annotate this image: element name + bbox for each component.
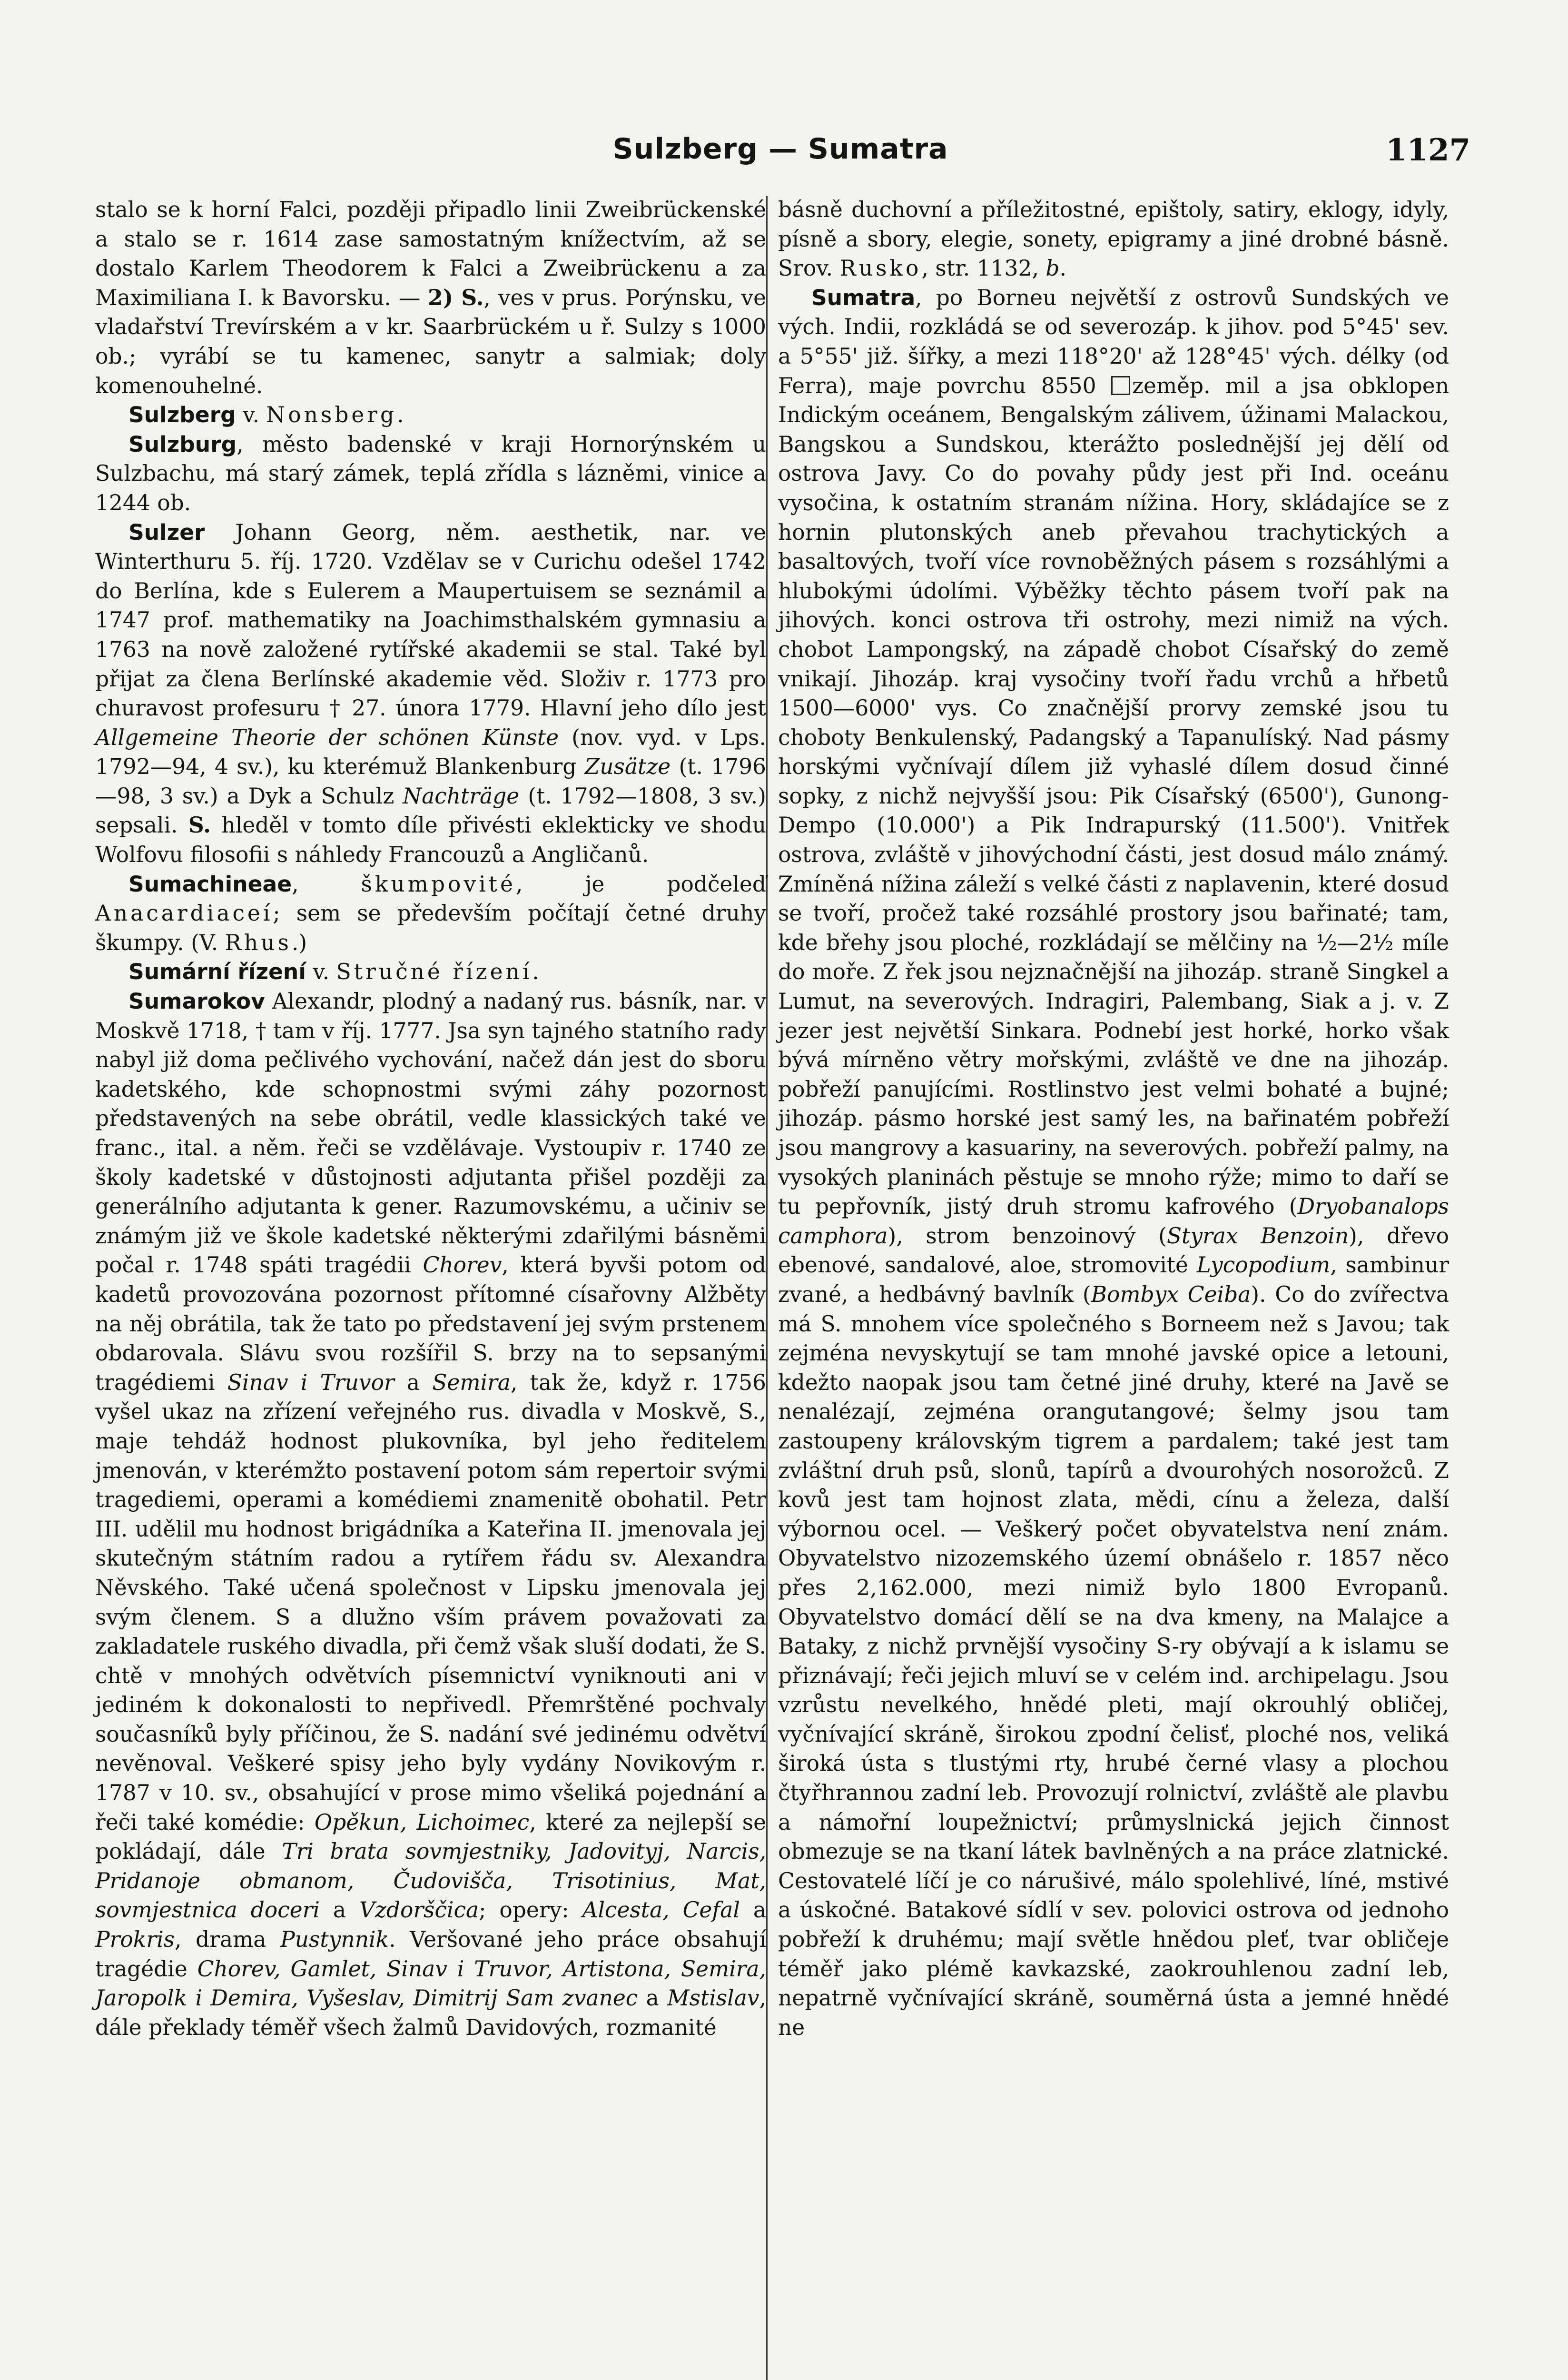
text: a (319, 1897, 359, 1923)
entry-continuation (778, 195, 1449, 283)
entry-sulzer (95, 518, 766, 870)
text: . (1059, 256, 1067, 281)
square-mile-symbol-icon (1111, 376, 1130, 395)
text: , ves v prus. Porýnsku, ve vladařství Trevírském a v kr. Saarbrückém u ř. Sulzy s 1000 ob.; vyrábí se tu kamenec, sanytr a salmiak; doly komenouhelné. (95, 285, 767, 398)
entry-sulzberg (95, 400, 766, 430)
headword: Sumatra (811, 285, 916, 310)
headword: Sulzer (128, 519, 205, 545)
text: , tak že, když r. 1756 vyšel ukaz na zřízení veřejného rus. divadla v Moskvě, S., maje tehdáž hodnost plukovníka, byl jeho ředitelem jmenován, v kterémžto postavení potom sám repertoir svými tragediemi, operami a komédiemi znamenitě obohatil. Petr III. udělil mu hodnost brigádníka a Kateřina II. jmenovala jej skutečným státním radou a rytířem řádu sv. Alexandra Něvského. Také učená společnost v Lipsku jmenovala jej svým členem. S a dlužno vším právem považovati za zakladatele ruského divadla, při čemž však sluší dodati, že S. chtě v mnohých odvětvích písemnictví vyniknouti ani v jediném k dokonalosti to nepřivedl. Přemrštěné pochvaly současníků byly příčinou, že S. nadání své jedinému odvětví nevěnoval. Veškeré spisy jeho byly vydány Novikovým r. 1787 v 10. sv., obsahující v prose mimo všeliká pojednání a řeči také komédie: (95, 1369, 766, 1835)
work-title: Semira (432, 1369, 511, 1395)
text: ). Co do zvířectva má S. mnohem více společného s Borneem než s Javou; tak zejména nevyskytují se tam mnohé javské opice a letouni, kdežto naopak jsou tam četné jiné druhy, které na Javě se nenalézají, zejména orangutangové; šelmy jsou tam zastoupeny královským tigrem a pardalem; také jest tam zvláštní druh psů, slonů, tapírů a dvourohých nosorožců. Z kovů jest tam hojnost zlata, mědi, cínu a železa, další výbornou ocel. — Veškerý počet obyvatelstva není znám. Obyvatelstvo nizozemského území obnášelo r. 1857 něco přes 2,162.000, mezi nimiž bylo 1800 Evropanů. Obyvatelstvo domácí dělí se na dva kmeny, na Malajce a Bataky, z nichž prvnější vysočiny S-ry obývají a k islamu se přiznávají; řeči jejich mluví se v celém ind. archipelagu. Jsou vzrůstu nevelkého, hnědé pleti, mají okrouhlý obličej, vyčnívající skráně, širokou zpodní čelisť, ploché nos, veliká široká ústa s tlustými rty, hrubé černé vlasy a plochou čtyřhrannou zadní leb. Provozují rolnictví, zvláště ale plavbu a námořní loupežnictví; průmyslnická jejich činnost obmezuje se na tkaní látek bavlněných a na práce zlatnické. Cestovatelé líčí je co nárušivé, málo spolehlivé, líné, mstivé a úskočné. Batakové sídlí v sev. polovici ostrova od jednoho pobřeží k druhému; mají světle hnědou pleť, tvar obličeje téměř jako plémě kavkazské, zaokrouhlenou zadní leb, nepatrně vyčnívající skráně, souměrná ústa a jemné hnědé ne (778, 1281, 1449, 2040)
text: v. (306, 959, 336, 985)
text: (t. 1796—98, 3 sv.) a Dyk a Schulz (95, 754, 766, 809)
species-name: Lycopodium (1196, 1252, 1331, 1278)
cross-reference: Rusko (839, 256, 922, 281)
text: Alexandr, plodný a nadaný rus. básník, nar. v Moskvě 1718, † tam v říj. 1777. Jsa syn tajného statního rady nabyl již doma pečlivého vychování, načež dán jest do sboru kadetského, kde schopnostmi svými záhy pozornost představených na sebe obrátil, vedle klassických také ve franc., ital. a něm. řeči se vzdělávaje. Vystoupiv r. 1740 ze školy kadetské v důstojnosti adjutanta přišel později za generálního adjutanta k gener. Razumovskému, a učiniv se známým již ve škole kadetské některými zdařilými básněmi počal r. 1748 spáti tragédii (95, 989, 766, 1278)
text: hleděl v tomto díle přivésti eklekticky ve shodu Wolfovu filosofii s náhledy Francouzů a Angličanů. (95, 813, 766, 868)
work-title: Nachträge (403, 783, 520, 809)
text: ), dřevo ebenové, sandalové, aloe, stromovité (778, 1223, 1449, 1278)
text: , sambinur zvané, a hedbávný bavlník ( (778, 1252, 1449, 1307)
entry-sumachineae: Sumachineae, škumpovité, je podčeleď Anacardiaceí; sem se především počítají četné druhy škumpy. (V. Rhus.) (95, 871, 766, 955)
spaced-term: Anacardiaceí (95, 901, 273, 926)
text: , které za nejlepší se pokládají, dále (95, 1809, 766, 1864)
text: , město badenské v kraji Hornorýnském u Sulzbachu, má starý zámek, teplá zřídla s lázněmi, vinice a 1244 ob. (95, 431, 766, 516)
species-name: Bombyx Ceiba (1091, 1281, 1251, 1307)
text: zeměp. mil a jsa obklopen Indickým oceánem, Bengalským zálivem, úžinami Malackou, Bangskou a Sundskou, kterážto poslednější jej dělí od ostrova Javy. Co do povahy půdy jest při Ind. oceánu vysočina, k ostatním stranám nížina. Hory, skládajíce se z hornin plutonských aneb převahou trachytických a basaltových, tvoří více rovnoběžných pásem s rozsáhlými a hlubokými údolími. Výběžky těchto pásem tvoří pak na jihových. konci ostrova tři ostrohy, mezi nimiž na vých. chobot Lampongský, na západě chobot Císařský do země vnikají. Jihozáp. kraj vysočiny tvoří řadu vrchů a hřbetů 1500—6000' vys. Co značnější prorvy zemské jsou tu choboty Benkulenský, Padangský a Tapanulíský. Nad pásmy horskými vyčnívají dílem již vyhaslé dílem dosud činné sopky, z nichž nejvyšší jsou: Pik Císařský (6500'), Gunong-Dempo (10.000') a Pik Indrapurský (11.500'). Vnitřek ostrova, zvláště v jihovýchodní části, jest dosud málo známý. Zmíněná nížina záleží s velké části z naplavenin, které dosud se tvoří, pročež také rozsáhlé prostory jsou bařinaté; tam, kde břehy jsou ploché, rozkládají se mělčiny na ½—2½ míle do moře. Z řek jsou nejznačnější na jihozáp. straně Singkel a Lumut, na severových. Indragiri, Palembang, Siak a j. v. Z jezer jest největší Sinkara. Podnebí jest horké, horko však bývá mírněno větry mořskými, zvláště ve dne na jihozáp. pobřeží panujícími. Rostlinstvo jest velmi bohaté a bujné; jihozáp. pásmo horské jest samý les, na bařinatém pobřeží jsou mangrovy a kasuariny, na severových. pobřeží palmy, na vysokých planinách pěstuje se mnoho rýže; mimo to daří se tu pepřovník, jistý druh stromu kafrového ( (778, 373, 1450, 1220)
running-title: Sulzberg — Sumatra (612, 132, 948, 166)
text: , str. 1132, (921, 256, 1046, 281)
text: . (532, 959, 539, 985)
text: a (740, 1897, 766, 1923)
work-title: Mstislav (667, 1985, 759, 2011)
work-title: Prokris (95, 1927, 175, 1953)
text: . (397, 402, 404, 428)
work-title: Chorev (423, 1252, 502, 1278)
column-divider (766, 196, 768, 2380)
text: (nov. vyd. v Lps. 1792—94, 4 sv.), ku kterémuž Blankenburg (95, 724, 766, 780)
headword: Sulzberg (128, 402, 236, 428)
text: v. (236, 402, 266, 428)
species-name: Dryobanalops camphora (778, 1194, 1449, 1249)
text: , drama (174, 1927, 281, 1953)
text: stalo se k horní Falci, později připadlo linii Zweibrückenské a stalo se r. 1614 zase samostatným knížectvím, až se dostalo Karlem Theodorem k Falci a Zweibrückenu a za Maximiliana I. k Bavorsku. — (95, 197, 766, 310)
text: Johann Georg, něm. aesthetik, nar. ve Winterthuru 5. říj. 1720. Vzdělav se v Curichu odešel 1742 do Berlína, kde s Eulerem a Maupertuisem se seznámil a 1747 prof. mathematiky na Joachimsthalském gymnasiu a 1763 na nově založené rytířské akademii se stal. Také byl přijat za člena Berlínské akademie věd. Složiv r. 1773 pro churavost profesuru † 27. února 1779. Hlavní jeho dílo jest (95, 519, 766, 721)
work-title: Opěkun, Lichoimec (314, 1809, 530, 1835)
left-column (95, 195, 766, 2042)
text: , po Borneu největší z ostrovů Sundských ve vých. Indii, rozkládá se od severozáp. k jihov. pod 5°45' sev. a 5°55' již. šířky, a mezi 118°20' až 128°45' vých. délky (od Ferra), maje povrchu 8550 (778, 285, 1449, 398)
work-title: Zusätze (584, 754, 671, 780)
spaced-term: škumpovité (361, 871, 516, 897)
work-title: Alcesta, Cefal (582, 1897, 740, 1923)
abbreviation: S. (188, 812, 211, 838)
headword: Sumarokov (128, 989, 265, 1014)
work-title: Vzdorščica (359, 1897, 479, 1923)
text: b (1045, 256, 1060, 281)
text: ), strom benzoinový ( (888, 1223, 1167, 1249)
running-header (90, 132, 1470, 170)
headword: Sumární řízení (128, 959, 306, 985)
entry-sulzburg (95, 430, 766, 518)
text: ; sem se především počítají četné druhy škumpy. (V. (95, 901, 766, 955)
work-title: Sinav i Truvor (227, 1369, 394, 1395)
cross-reference: Stručné řízení (336, 959, 533, 985)
work-title: Chorev, Gamlet, Sinav i Truvor, Artistona, Semira, Jaropolk i Demira, Vyšeslav, Dimitrij Sam zvanec (95, 1956, 766, 2011)
text: , dále překlady téměř všech žalmů Davidových, rozmanité (95, 1985, 766, 2040)
cross-reference: Rhus (225, 930, 292, 955)
entry-sumarokov (95, 987, 766, 2042)
text: . Veršované jeho práce obsahují tragédie (95, 1927, 766, 1982)
page-number: 1127 (1385, 132, 1470, 168)
text: .) (291, 930, 307, 955)
work-title: Tri brata sovmjestniky, Jadovityj, Narcis, Pridanoje obmanom, Čudovišča, Trisotinius, Mat, sovmjestnica doceri (95, 1839, 766, 1923)
entry-continuation (95, 195, 766, 400)
entry-sumarni-rizeni (95, 957, 766, 987)
right-column (778, 195, 1449, 2042)
work-title: Pustynnik (280, 1927, 389, 1953)
text: , je podčeleď (515, 871, 766, 897)
text: ; opery: (479, 1897, 582, 1923)
work-title: Allgemeine Theorie der schönen Künste (95, 724, 559, 750)
species-name: Styrax Benzoin (1166, 1223, 1349, 1249)
text: a (394, 1369, 433, 1395)
headword: Sulzburg (128, 431, 237, 457)
headword: Sumachineae (128, 871, 292, 897)
text: básně duchovní a příležitostné, epištoly, satiry, eklogy, idyly, písně a sbory, elegie, sonety, epigramy a jiné drobné básně. Srov. (778, 197, 1449, 281)
entry-sumatra (778, 283, 1449, 2043)
cross-reference: Nonsberg (266, 402, 397, 428)
text: , která byvši potom od kadetů provozována pozornost přítomné císařovny Alžběty na něj obrátila, tak že tato po představení jej svým prstenem obdarovala. Slávu svou rozšířil S. brzy na to sepsanými tragédiemi (95, 1252, 766, 1395)
text: (t. 1792—1808, 3 sv.) sepsali. (95, 783, 766, 838)
text: a (638, 1985, 668, 2011)
sense-number: 2) S. (428, 284, 484, 310)
